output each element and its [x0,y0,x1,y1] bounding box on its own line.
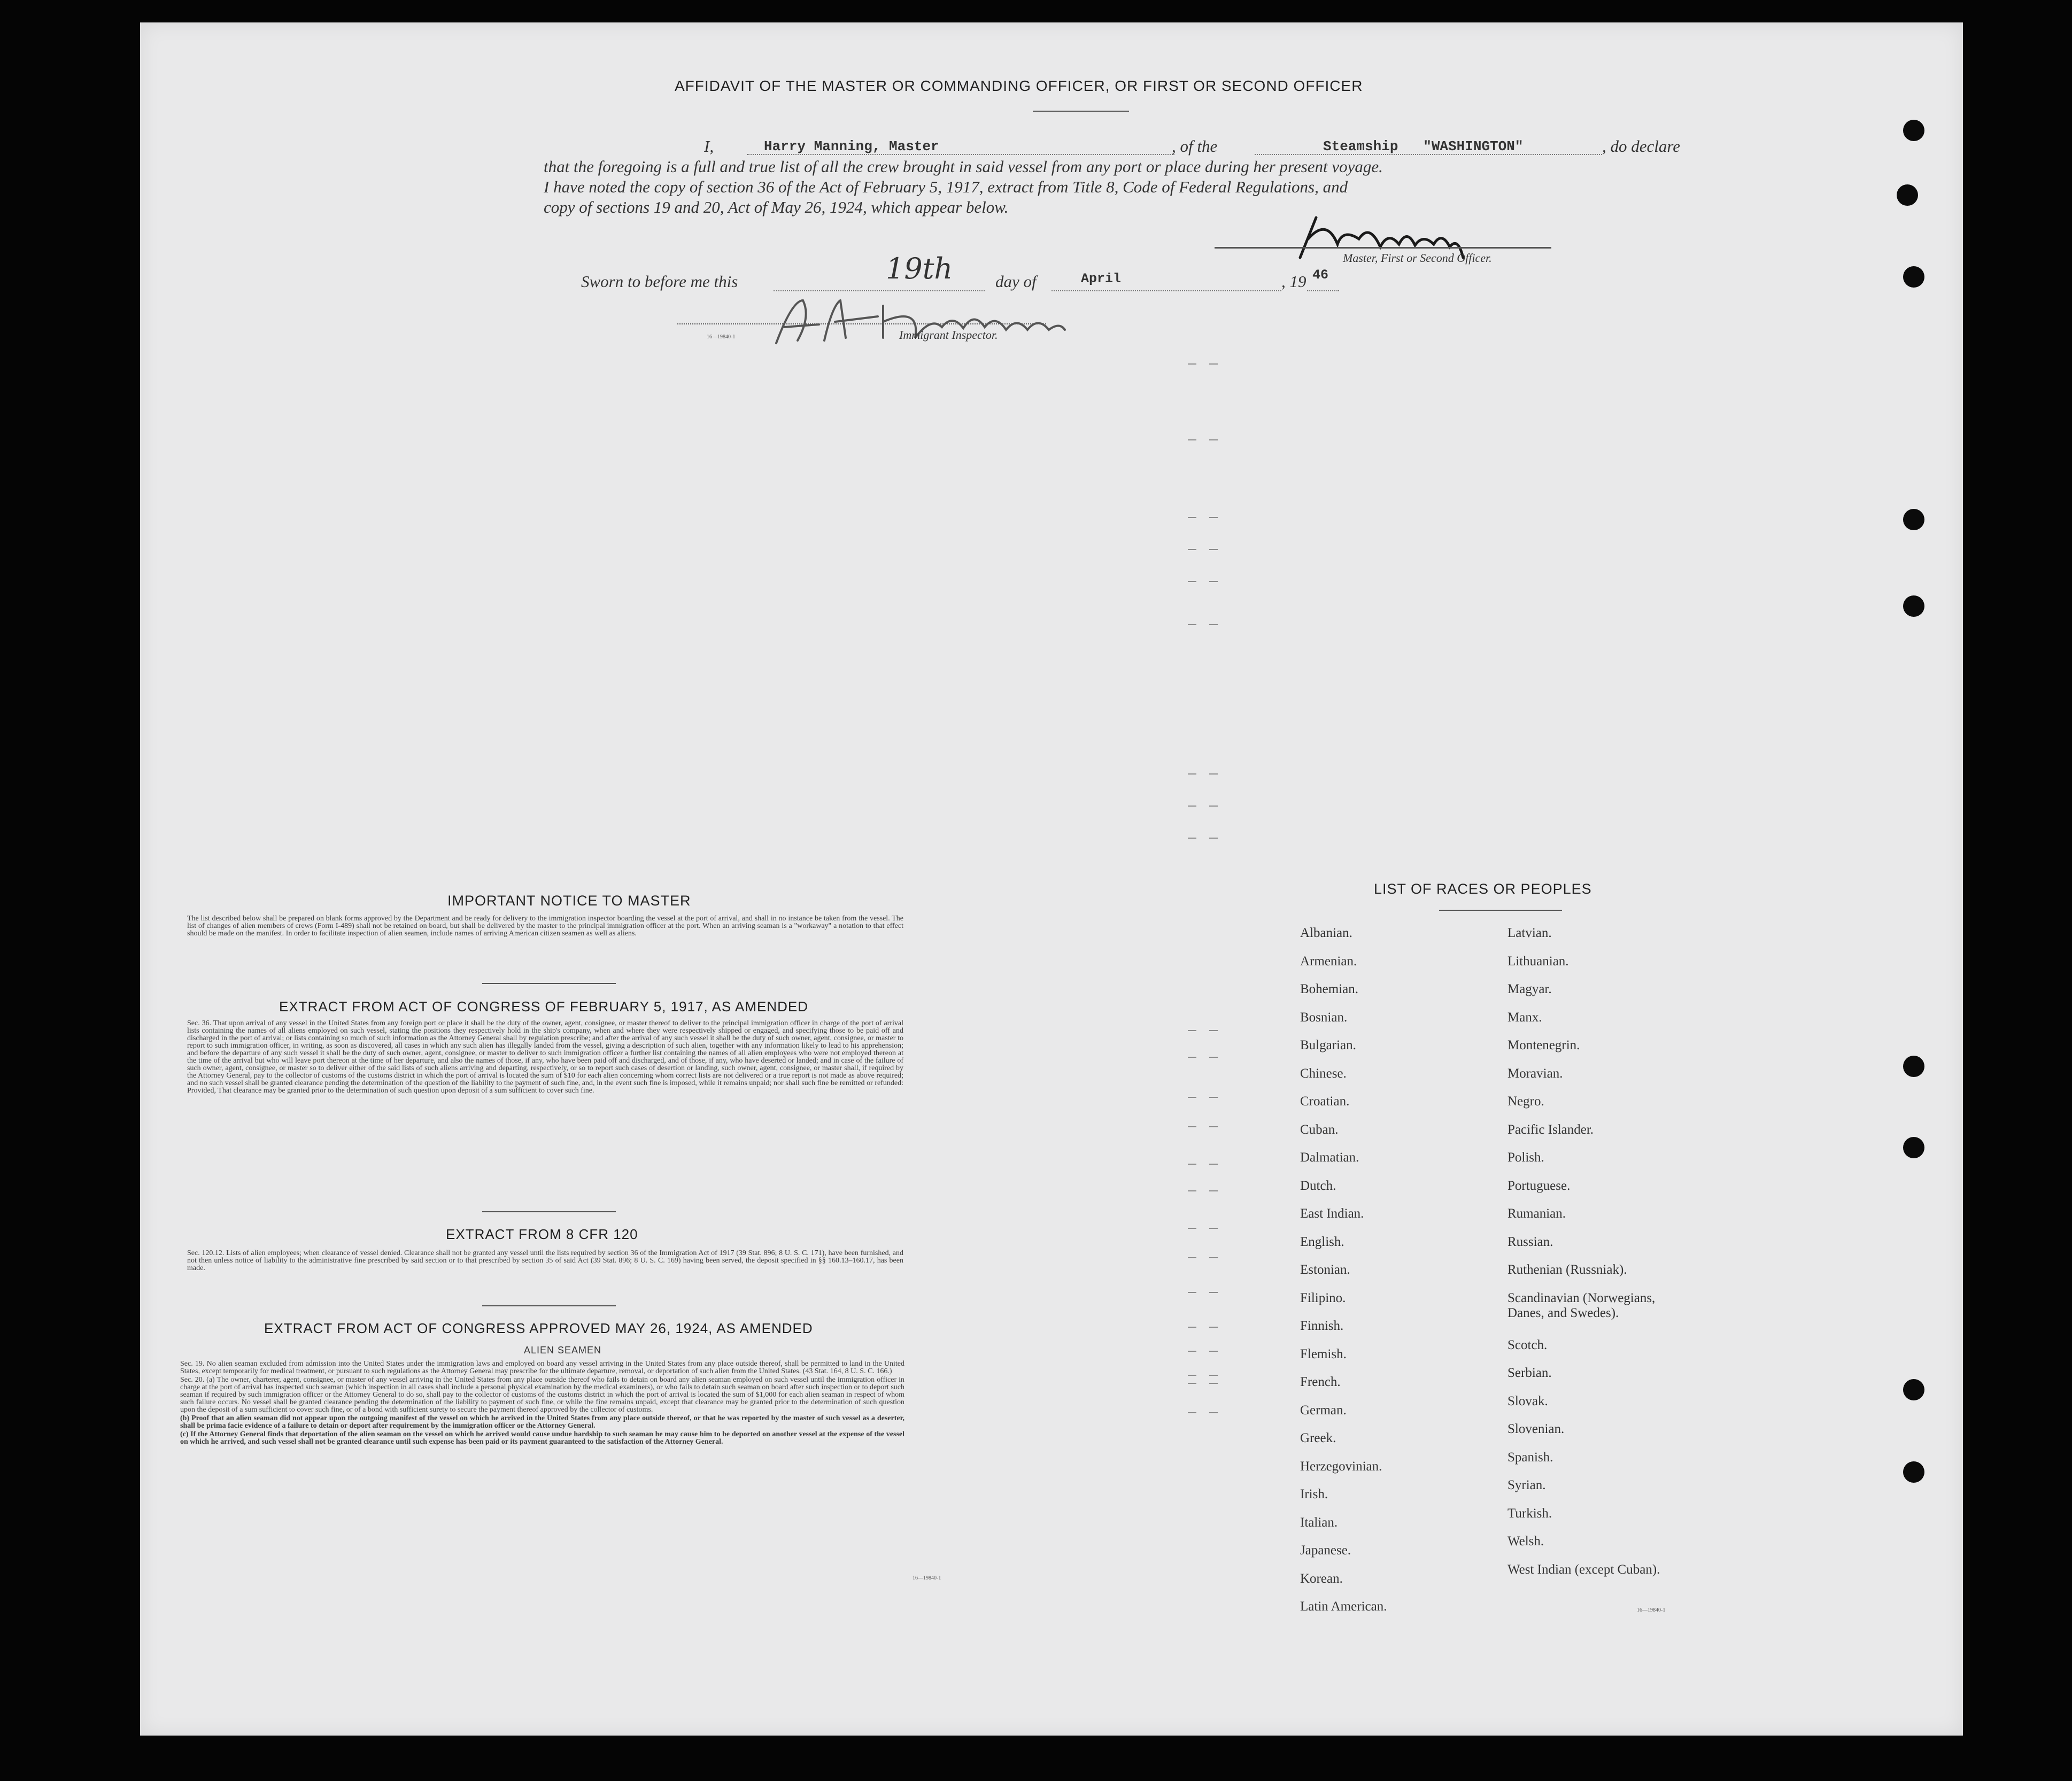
tick-mark [1209,363,1218,365]
race-left-21: Italian. [1300,1515,1338,1530]
race-right-0: Latvian. [1507,926,1552,940]
tick-mark [1188,1126,1196,1127]
tick-mark [1209,624,1218,625]
race-right-10: Rumanian. [1507,1206,1566,1221]
tick-mark [1209,773,1218,775]
race-left-18: Greek. [1300,1431,1336,1445]
race-right-20: Syrian. [1507,1478,1546,1492]
tick-mark [1209,439,1218,440]
race-left-10: East Indian. [1300,1206,1364,1221]
race-left-4: Bulgarian. [1300,1038,1356,1052]
tick-mark [1209,1292,1218,1293]
tick-mark [1209,581,1218,582]
tick-mark [1209,1097,1218,1098]
race-right-6: Negro. [1507,1094,1544,1109]
tick-mark [1209,1383,1218,1384]
affidavit-form-number: 16—19840-1 [707,334,736,340]
race-right-2: Magyar. [1507,982,1552,996]
race-right-11: Russian. [1507,1234,1553,1249]
race-right-5: Moravian. [1507,1066,1563,1081]
master-caption: Master, First or Second Officer. [1343,251,1492,265]
tick-mark [1209,1375,1218,1376]
races-rule [1439,910,1562,911]
race-right-19: Spanish. [1507,1450,1553,1465]
race-right-8: Polish. [1507,1150,1544,1165]
race-left-0: Albanian. [1300,926,1352,940]
i-label: I, [704,137,714,156]
sworn-label: Sworn to before me this [581,272,738,291]
binder-hole [1897,184,1918,206]
race-right-15: Scotch. [1507,1337,1548,1352]
race-right-17: Slovak. [1507,1393,1548,1408]
race-left-7: Cuban. [1300,1122,1339,1137]
sworn-day: 19th [886,252,953,285]
tick-mark [1188,1351,1196,1352]
tick-mark [1188,581,1196,582]
notice-body: The list described below shall be prepared on blank forms approved by the Department and be ready for delivery to the immigration inspector boarding the vessel at the port of arrival, and shall in no instance be taken from the vessel. The list of changes of alien members of crews (Form I-489) shall not be retained on board, but shall be delivered by the master to the principal immigration officer at the port. When an arriving seaman is a "workaway" a notation to that effect should be made on the manifest. In order to facilitate inspection of alien seamen, include names of arriving American citizen seamen as well as aliens. [187,915,903,938]
binder-hole [1903,1461,1924,1483]
tick-mark [1209,1030,1218,1031]
races-title: LIST OF RACES OR PEOPLES [1374,881,1592,897]
extract-cfr-rule [482,1305,616,1306]
tick-mark [1188,517,1196,518]
binder-hole [1903,1137,1924,1158]
race-right-3: Manx. [1507,1010,1542,1025]
tick-mark [1188,1292,1196,1293]
tick-mark [1188,773,1196,775]
tick-mark [1188,624,1196,625]
declaration-line-4: copy of sections 19 and 20, Act of May 26, 1924, which appear below. [544,198,1009,216]
tick-mark [1188,1097,1196,1098]
extract-form-number: 16—19840-1 [913,1575,941,1581]
race-left-22: Japanese. [1300,1543,1351,1558]
tick-mark [1209,1327,1218,1328]
race-right-7: Pacific Islander. [1507,1122,1594,1137]
inspector-signature-line [677,323,1046,324]
race-left-24: Latin American. [1300,1599,1387,1614]
tick-mark [1188,1190,1196,1191]
race-left-16: French. [1300,1375,1341,1389]
year-prefix: , 19 [1281,272,1306,291]
tick-mark [1188,549,1196,550]
do-declare-label: , do declare [1602,137,1681,156]
day-of-label: day of [995,272,1037,291]
section-19: Sec. 19. No alien seaman excluded from admission into the United States under the immigration laws and employed on board any vessel arriving in the United States from any place outside thereof, shall be permitted to land in the United States, except temporarily for medical treatment, or pursuant to such regulations as the Attorney General may prescribe for the ultimate departure, removal, or deportation of such alien from the United States. (43 Stat. 164, 8 U. S. C. 166.) [180,1360,904,1375]
extract-cfr-title: EXTRACT FROM 8 CFR 120 [446,1226,638,1242]
race-left-6: Croatian. [1300,1094,1350,1109]
race-left-17: German. [1300,1403,1347,1418]
race-right-9: Portuguese. [1507,1178,1571,1193]
tick-mark [1209,1228,1218,1229]
tick-mark [1188,838,1196,839]
tick-mark [1209,1257,1218,1258]
binder-hole [1903,509,1924,530]
sworn-year: 46 [1312,267,1329,283]
tick-mark [1188,1030,1196,1031]
race-left-2: Bohemian. [1300,982,1359,996]
binder-hole [1903,120,1924,141]
race-left-5: Chinese. [1300,1066,1347,1081]
binder-hole [1903,1056,1924,1077]
tick-mark [1188,1327,1196,1328]
tick-mark [1209,1057,1218,1058]
notice-title: IMPORTANT NOTICE TO MASTER [447,893,691,909]
tick-mark [1188,1228,1196,1229]
race-right-18: Slovenian. [1507,1422,1565,1436]
document-page [140,22,1963,1736]
sworn-month: April [1081,271,1122,286]
binder-hole [1903,1379,1924,1400]
extract-1917-body: Sec. 36. That upon arrival of any vessel in the United States from any foreign port or place it shall be the duty of the owner, agent, consignee, or master thereof to deliver to the principal immigration officer in charge of the port of arrival lists containing the names of all aliens employed on such vessel, stating the positions they respectively hold in the ship's company, when and where they were respectively shipped or engaged, and specifying those to be paid off and discharged in the port of arrival; or lists containing so much of such information as the Attorney General shall by regulation prescribe; and after the arrival of any such vessel it shall be the duty of such owner, agent, consignee, or master to report to such immigration officer, in writing, as soon as discovered, all cases in which any such alien has illegally landed from the vessel, giving a description of such alien, together with any information likely to lead to his apprehension; and before the departure of any such vessel it shall be the duty of such owner, agent, consignee, or master to deliver to such immigration officer a further list containing the names of all alien employees who were not employed thereon at the time of the arrival but who will leave port thereon at the time of her departure, and also the names of those, if any, who have been paid off and discharged, and of those, if any, who have deserted or landed; and in case of the failure of such owner, agent, consignee, or master so to deliver either of the said lists of such aliens arriving and departing, respectively, or so to report such cases of desertion or landing, such owner, agent, consignee, or master shall, if required by the Attorney General, pay to the collector of customs of the customs district in which the port of arrival is located the sum of $10 for each alien concerning whom correct lists are not delivered or a true report is not made as above required; and no such vessel shall be granted clearance pending the determination of the question of the liability to the payment of such fine, and, in the event such fine is imposed, while it remains unpaid; nor shall such fine be remitted or refunded: Provided, That clearance may be granted prior to the determination of such question upon deposit of a sum sufficient to cover such fine. [187,1019,903,1095]
binder-hole [1903,595,1924,617]
race-left-11: English. [1300,1234,1344,1249]
race-right-21: Turkish. [1507,1506,1552,1521]
title-rule [1033,111,1129,112]
tick-mark [1209,806,1218,807]
tick-mark [1209,1351,1218,1352]
inspector-caption: Immigrant Inspector. [899,328,998,342]
race-left-8: Dalmatian. [1300,1150,1359,1165]
master-signature-line [1215,247,1551,249]
tick-mark [1209,1412,1218,1413]
race-right-12: Ruthenian (Russniak). [1507,1263,1627,1277]
extract-1924-title: EXTRACT FROM ACT OF CONGRESS APPROVED MAY 26, 1924, AS AMENDED [264,1320,813,1336]
extract-1917-title: EXTRACT FROM ACT OF CONGRESS OF FEBRUARY 5, 1917, AS AMENDED [279,998,808,1015]
race-right-13: Scandinavian (Norwegians, [1507,1290,1656,1305]
section-20b: (b) Proof that an alien seaman did not appear upon the outgoing manifest of the vessel on which he arrived in the United States from any place outside thereof, or that he was reported by the master of such vessel as a deserter, shall be prima facie evidence of a failure to detain or deport after requirement by the immigration officer or the Attorney General. [180,1414,904,1430]
race-left-12: Estonian. [1300,1263,1350,1277]
tick-mark [1188,363,1196,365]
race-left-14: Finnish. [1300,1319,1344,1333]
declaration-line-2: that the foregoing is a full and true list of all the crew brought in said vessel from any port or place during her present voyage. [544,157,1383,176]
race-left-1: Armenian. [1300,954,1357,969]
of-the-label: , of the [1172,137,1218,156]
extract-1917-rule [482,1211,616,1212]
race-right-16: Serbian. [1507,1366,1552,1380]
notice-rule [482,983,616,984]
tick-mark [1188,1257,1196,1258]
vessel-name: Steamship "WASHINGTON" [1323,138,1524,154]
race-left-13: Filipino. [1300,1290,1346,1305]
tick-mark [1209,1126,1218,1127]
tick-mark [1209,838,1218,839]
race-right-23: West Indian (except Cuban). [1507,1562,1660,1577]
extract-1924-body [180,1360,904,1446]
tick-mark [1188,1412,1196,1413]
race-left-19: Herzegovinian. [1300,1459,1382,1474]
races-form-number: 16—19840-1 [1637,1607,1666,1613]
tick-mark [1209,517,1218,518]
race-left-3: Bosnian. [1300,1010,1348,1025]
tick-mark [1188,1164,1196,1165]
tick-mark [1209,549,1218,550]
extract-cfr-body: Sec. 120.12. Lists of alien employees; when clearance of vessel denied. Clearance shall not be granted any vessel until the lists required by section 36 of the Immigration Act of 1917 (39 Stat. 896; 8 U. S. C. 171), have been furnished, and not then unless notice of liability to the administrative fine prescribed by said section or to that prescribed by section 35 of said Act (39 Stat. 896; 8 U. S. C. 169) having been served, the deposit specified in §§ 160.13–160.17, has been made. [187,1249,903,1272]
inspector-signature [760,284,1134,354]
tick-mark [1188,439,1196,440]
extract-1924-subtitle: ALIEN SEAMEN [524,1345,602,1356]
race-right-14: Danes, and Swedes). [1507,1305,1619,1320]
binder-hole [1903,266,1924,288]
tick-mark [1188,1383,1196,1384]
race-left-20: Irish. [1300,1487,1328,1501]
declaration-line-1 [565,136,1741,157]
race-left-23: Korean. [1300,1571,1343,1586]
tick-mark [1188,806,1196,807]
declaration-line-3: I have noted the copy of section 36 of the Act of February 5, 1917, extract from Title 8, Code of Federal Regulations, and [544,177,1348,196]
tick-mark [1209,1164,1218,1165]
race-right-22: Welsh. [1507,1534,1544,1548]
tick-mark [1209,1190,1218,1191]
tick-mark [1188,1057,1196,1058]
tick-mark [1188,1375,1196,1376]
race-left-15: Flemish. [1300,1346,1347,1361]
race-right-4: Montenegrin. [1507,1038,1580,1052]
master-name: Harry Manning, Master [764,138,939,154]
race-right-1: Lithuanian. [1507,954,1569,969]
affidavit-title: AFFIDAVIT OF THE MASTER OR COMMANDING OFFICER, OR FIRST OR SECOND OFFICER [675,78,1363,94]
section-20c: (c) If the Attorney General finds that deportation of the alien seaman on the vessel on which he arrived would cause undue hardship to such seaman he may cause him to be deported on another vessel at the expense of the vessel on which he arrived, and such vessel shall not be granted clearance until such expense has been paid or its payment guaranteed to the satisfaction of the Attorney General. [180,1430,904,1446]
section-20a: Sec. 20. (a) The owner, charterer, agent, consignee, or master of any vessel arriving in the United States from any place outside thereof who fails to detain on board any alien seaman employed on such vessel until the immigration officer in charge at the port of arrival has inspected such seaman (which inspection in all cases shall include a personal physical examination by the medical examiners), or who fails to detain such seaman on board after such inspection or to deport such seaman if required by such immigration officer or the Attorney General to do so, shall pay to the collector of customs of the customs district in which the port of arrival is located the sum of $1,000 for each alien seaman in respect of whom such failure occurs. No vessel shall be granted clearance pending the determination of the liability to payment of such fine, or while the fine remains unpaid, except that clearance may be granted prior to the determination of such question upon the deposit of a sum sufficient to cover such fine, or of a bond with sufficient surety to secure the payment thereof approved by the collector of customs. [180,1376,904,1414]
race-left-9: Dutch. [1300,1178,1336,1193]
